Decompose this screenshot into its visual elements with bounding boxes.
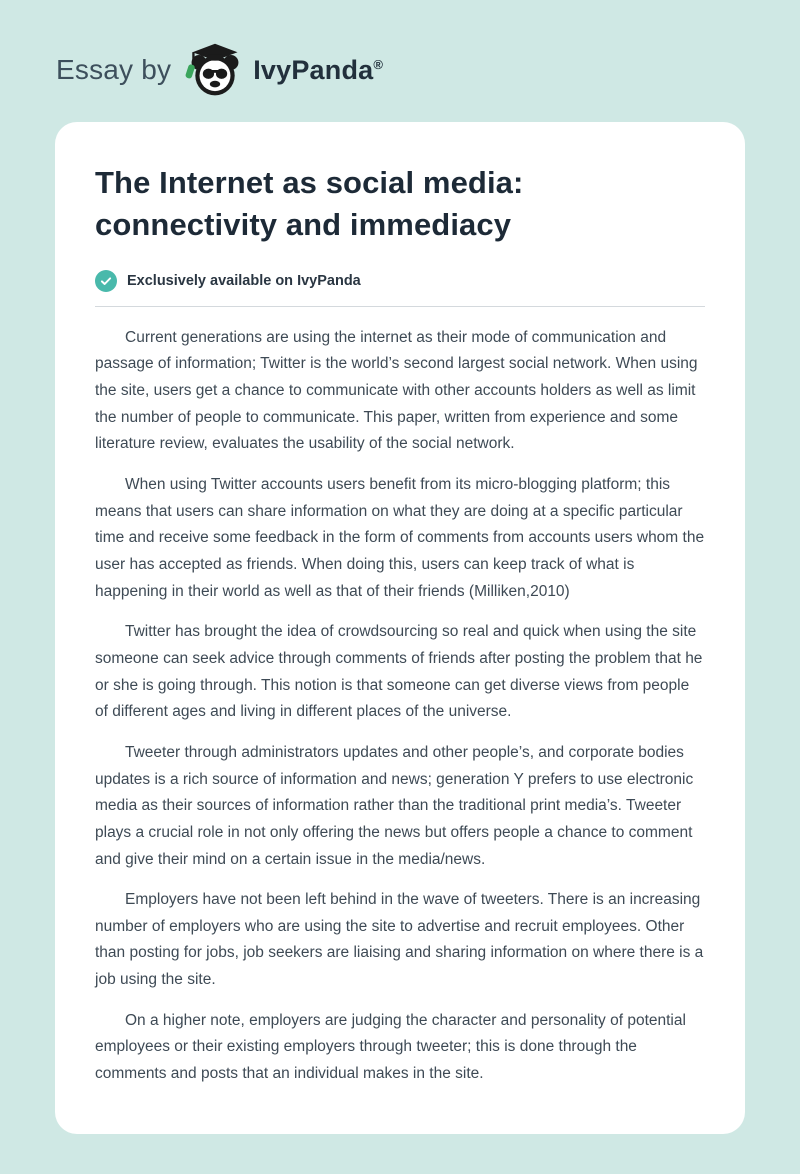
essay-paragraph: On a higher note, employers are judging the character and personality of potential employees or their existing employers through tweeter; this is done through the comments and posts that an individual makes in the site. xyxy=(95,1011,686,1083)
essay-by-label: Essay by xyxy=(56,54,172,85)
panda-graduate-icon xyxy=(185,40,245,100)
essay-body xyxy=(95,325,705,1088)
essay-paragraph: When using Twitter accounts users benefit from its micro-blogging platform; this means that users can share information on what they are doing at a specific particular time and receive some feedback in the form of comments from accounts users whom the user has accepted as friends. When doing this, users can keep track of what is happening in their world as well as that of their friends (Milliken,2010) xyxy=(95,475,705,600)
essay-title: The Internet as social media: connectivity and immediacy xyxy=(95,165,524,242)
essay-paragraph: Employers have not been left behind in the wave of tweeters. There is an increasing number of employers who are using the site to advertise and recruit employees. Other than posting for jobs, job seekers are liaising and sharing information on where there is a job using the site. xyxy=(95,891,704,989)
ivypanda-logo xyxy=(185,40,383,100)
availability-label: Exclusively available on IvyPanda xyxy=(127,272,361,289)
essay-paragraph: Tweeter through administrators updates and other people’s, and corporate bodies updates is a rich source of information and news; generation Y prefers to use electronic media as their sources of information rather than the traditional print media’s. Tweeter plays a crucial role in not only offering the news but offers people a chance to comment and give their mind on a certain issue in the media/news. xyxy=(95,743,694,868)
essay-paragraph: Twitter has brought the idea of crowdsourcing so real and quick when using the site someone can seek advice through comments of friends after posting the problem that he or she is going through. This notion is that someone can get diverse views from people of different ages and living in different places of the universe. xyxy=(95,623,703,721)
brand-name: IvyPanda® xyxy=(253,54,384,85)
divider xyxy=(95,306,705,307)
essay-paragraph: Current generations are using the internet as their mode of communication and passage of information; Twitter is the world’s second largest social network. When using the site, users get a chance to communicate with other accounts holders as well as limit the number of people to communicate. This paper, written from experience and some literature review, evaluates the usability of the social network. xyxy=(95,328,698,453)
check-icon xyxy=(95,270,117,292)
availability-badge xyxy=(95,270,705,292)
page-header xyxy=(0,30,800,122)
essay-card xyxy=(55,122,745,1134)
registered-mark: ® xyxy=(373,56,384,72)
